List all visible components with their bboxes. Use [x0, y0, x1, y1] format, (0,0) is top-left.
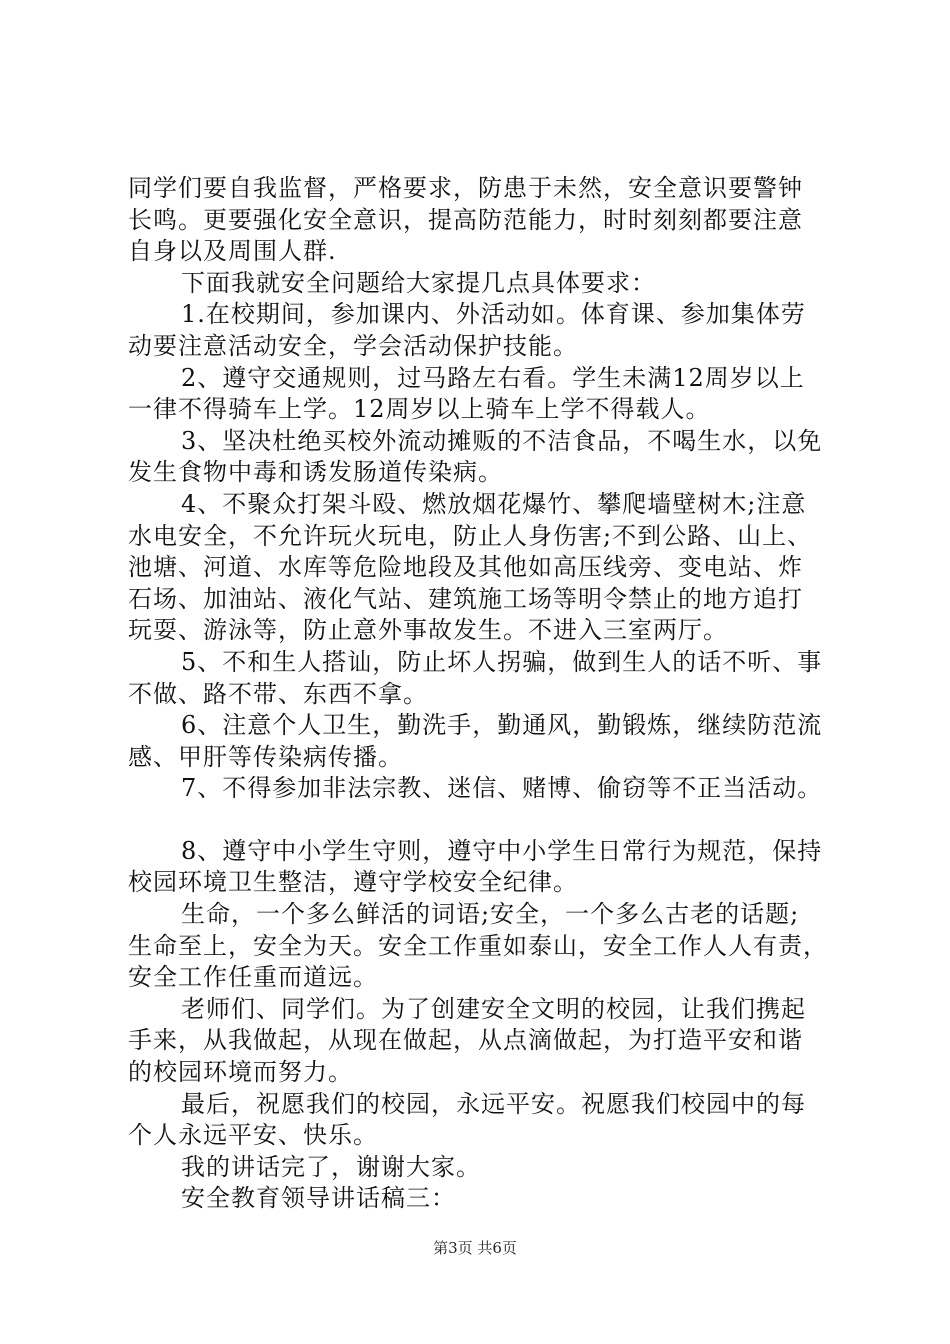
paragraph [128, 647, 834, 710]
page-footer [0, 1237, 950, 1258]
text-line: 长鸣。更要强化安全意识，提高防范能力，时时刻刻都要注意 [128, 205, 803, 234]
text-line: 不做、路不带、东西不拿。 [128, 679, 428, 708]
text-line: 动要注意活动安全，学会活动保护技能。 [128, 331, 578, 360]
paragraph [128, 899, 834, 994]
text-line: 7、不得参加非法宗教、迷信、赌博、偷窃等不正当活动。 [181, 774, 823, 803]
blank-line [128, 805, 834, 836]
text-line: 我的讲话完了，谢谢大家。 [181, 1152, 481, 1181]
paragraph [128, 1183, 834, 1215]
text-line: 生命至上，安全为天。安全工作重如泰山，安全工作人人有责， [128, 931, 828, 960]
text-line: 安全教育领导讲话稿三： [181, 1184, 456, 1213]
paragraph [128, 994, 834, 1089]
paragraph [128, 773, 834, 805]
text-line: 玩耍、游泳等，防止意外事故发生。不进入三室两厅。 [128, 616, 728, 645]
text-line: 下面我就安全问题给大家提几点具体要求： [181, 268, 656, 297]
text-line: 感、甲肝等传染病传播。 [128, 742, 403, 771]
text-line: 自身以及周围人群. [128, 237, 337, 266]
paragraph [128, 363, 834, 426]
text-line: 安全工作任重而道远。 [128, 963, 378, 992]
text-line: 手来，从我做起，从现在做起，从点滴做起，为打造平安和谐 [128, 1026, 803, 1055]
text-line: 同学们要自我监督，严格要求，防患于未然，安全意识要警钟 [128, 174, 803, 202]
text-line: 3、坚决杜绝买校外流动摊贩的不洁食品，不喝生水，以免 [181, 426, 823, 455]
text-line: 水电安全，不允许玩火玩电，防止人身伤害;不到公路、山上、 [128, 521, 813, 550]
paragraph [128, 1089, 834, 1152]
paragraph [128, 1152, 834, 1184]
text-line: 1.在校期间，参加课内、外活动如。体育课、参加集体劳 [181, 300, 806, 329]
text-line: 石场、加油站、液化气站、建筑施工场等明令禁止的地方追打 [128, 584, 803, 613]
text-line: 4、不聚众打架斗殴、燃放烟花爆竹、攀爬墙壁树木;注意 [181, 489, 807, 518]
text-line: 2、遵守交通规则，过马路左右看。学生未满12周岁以上 [181, 363, 805, 392]
text-line: 一律不得骑车上学。12周岁以上骑车上学不得载人。 [128, 395, 711, 424]
document-body [128, 173, 834, 1215]
paragraph [128, 426, 834, 489]
paragraph [128, 489, 834, 647]
text-line: 池塘、河道、水库等危险地段及其他如高压线旁、变电站、炸 [128, 553, 803, 582]
text-line: 最后，祝愿我们的校园，永远平安。祝愿我们校园中的每 [181, 1089, 806, 1118]
text-line: 8、遵守中小学生守则，遵守中小学生日常行为规范，保持 [181, 836, 823, 865]
text-line: 个人永远平安、快乐。 [128, 1121, 378, 1150]
text-line: 的校园环境而努力。 [128, 1058, 353, 1087]
paragraph [128, 836, 834, 899]
paragraph [128, 299, 834, 362]
paragraph [128, 268, 834, 300]
text-line: 老师们、同学们。为了创建安全文明的校园，让我们携起 [181, 994, 806, 1023]
paragraph [128, 173, 834, 268]
text-line: 发生食物中毒和诱发肠道传染病。 [128, 458, 503, 487]
paragraph [128, 710, 834, 773]
text-line: 校园环境卫生整洁，遵守学校安全纪律。 [128, 868, 578, 897]
text-line: 生命，一个多么鲜活的词语;安全，一个多么古老的话题; [181, 900, 800, 929]
page-number: 第3页 共6页 [433, 1239, 517, 1257]
text-line: 5、不和生人搭讪，防止坏人拐骗，做到生人的话不听、事 [181, 647, 823, 676]
text-line: 6、注意个人卫生，勤洗手，勤通风，勤锻炼，继续防范流 [181, 711, 823, 740]
